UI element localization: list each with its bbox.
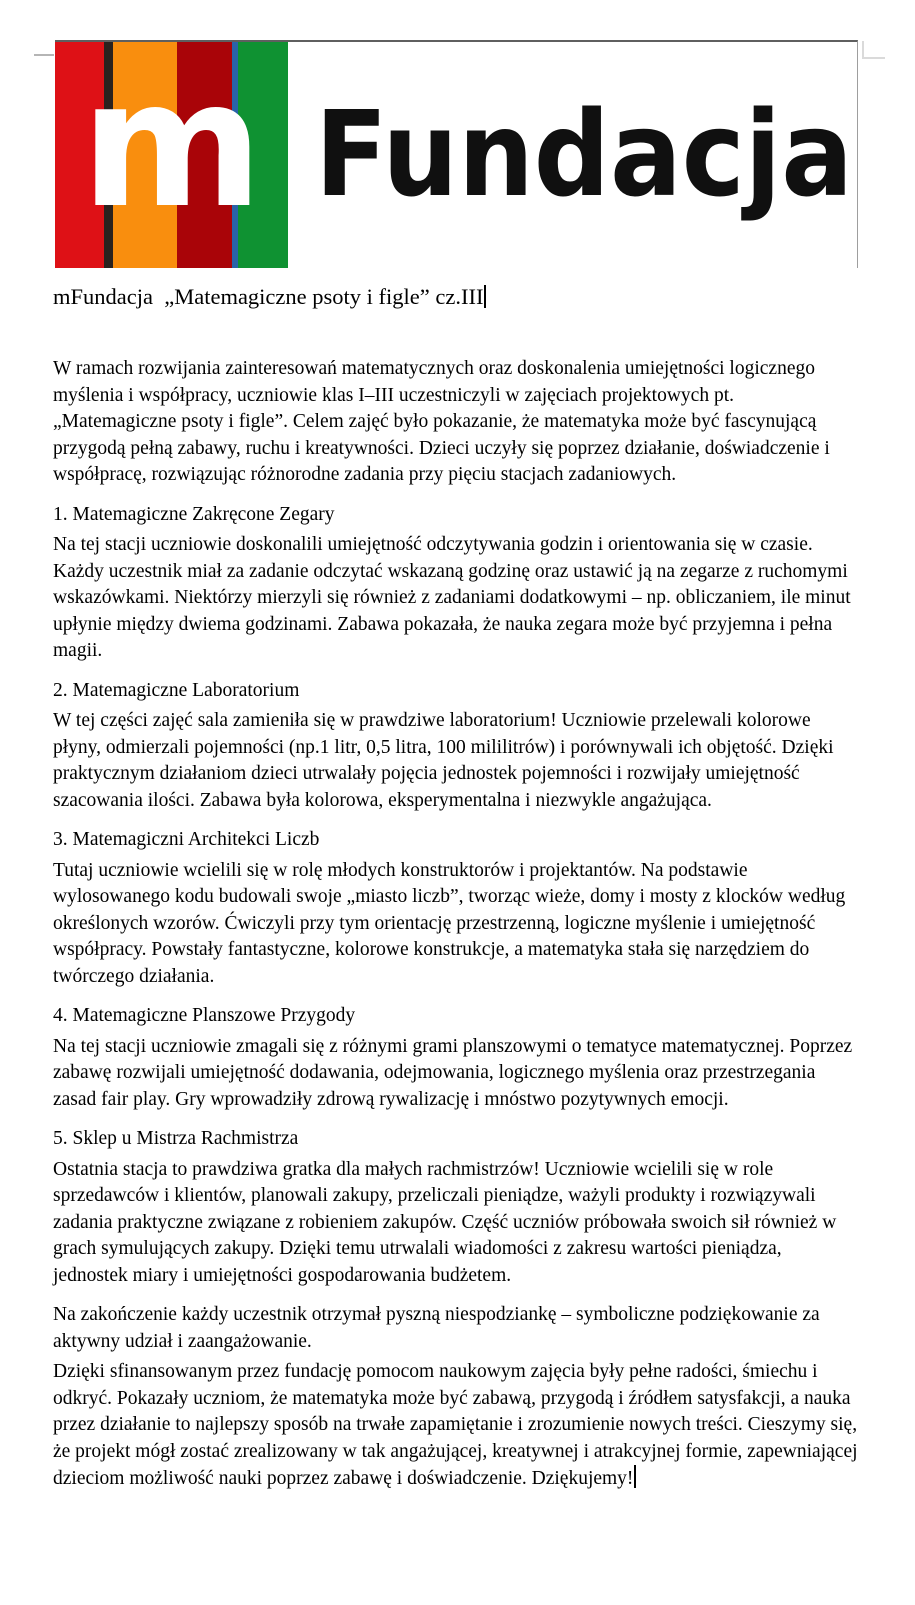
section-4 — [53, 1003, 859, 1113]
section-1 — [53, 502, 859, 665]
section-body: W tej części zajęć sala zamieniła się w prawdziwe laboratorium! Uczniowie przelewali kolorowe płyny, odmierzali pojemności (np.1 litr, 0,5 litra, 100 mililitrów) i porównywali ich objętość. Dzięki praktycznym działaniom dzieci utrwalały pojęcia jednostek pojemności i rozwijały umiejętność szacowania ilości. Zabawa była kolorowa, eksperymentalna i niezwykle angażująca. — [53, 710, 834, 811]
section-heading: 1. Matemagiczne Zakręcone Zegary — [53, 503, 335, 525]
closing-paragraph: Na zakończenie każdy uczestnik otrzymał pyszną niespodziankę – symboliczne podziękowanie za aktywny udział i zaangażowanie. — [53, 1304, 820, 1352]
text-cursor — [634, 1465, 636, 1488]
section-5 — [53, 1126, 859, 1289]
section-2 — [53, 678, 859, 815]
page-title — [53, 282, 859, 312]
section-3 — [53, 827, 859, 990]
section-body: Tutaj uczniowie wcielili się w rolę młodych konstruktorów i projektantów. Na podstawie wylosowanego kodu budowali swoje „miasto liczb”, tworząc wieże, domy i mosty z klocków według określonych wzorów. Ćwiczyli przy tym orientację przestrzenną, logiczne myślenie i umiejętność współpracy. Powstały fantastyczne, kolorowe konstrukcje, a matematyka stała się narzędziem do twórczego działania. — [53, 859, 846, 987]
final-paragraph-text: Dzięki sfinansowanym przez fundację pomocom naukowym zajęcia były pełne radości, śmiechu i odkryć. Pokazały uczniom, że matematyka może być zabawą, przygodą i źródłem satysfakcji, a nauka przez działanie to najlepszy sposób na trwałe zapamiętanie i zrozumienie nowych treści. Cieszymy się, że projekt mógł zostać zrealizowany w tak angażującej, kreatywnej i atrakcyjnej formie, zapewniającej dzieciom możliwość nauki poprzez zabawę i doświadczenie. Dziękujemy! — [53, 1361, 858, 1489]
section-body: Ostatnia stacja to prawdziwa gratka dla małych rachmistrzów! Uczniowie wcielili się w role sprzedawców i klientów, planowali zakupy, przeliczali pieniądze, ważyli produkty i rozwiązywali zadania praktyczne związane z robieniem zakupów. Część uczniów próbowała swoich sił również w grach symulujących zakupy. Dzięki temu utrwalali wiadomości z zakresu wartości pieniądza, jednostek miary i umiejętności gospodarowania budżetem. — [53, 1158, 837, 1286]
final-paragraph — [53, 1359, 859, 1493]
section-body: Na tej stacji uczniowie doskonalili umiejętność odczytywania godzin i orientowania się w czasie. Każdy uczestnik miał za zadanie odczytać wskazaną godzinę oraz ustawić ją na zegarze z ruchomymi wskazówkami. Niektórzy mierzyli się również z zadaniami dodatkowymi – np. obliczaniem, ile minut upłynie między dwiema godzinami. Zabawa pokazała, że nauka zegara może być przyjemna i pełna magii. — [53, 534, 851, 661]
section-heading: 4. Matemagiczne Planszowe Przygody — [53, 1005, 356, 1026]
page-title-text: mFundacja „Matemagiczne psoty i figle” cz.III — [53, 284, 484, 309]
svg-text:Fundacja: Fundacja — [315, 85, 853, 223]
title-text-cursor — [484, 285, 486, 308]
svg-text:m: m — [80, 44, 264, 247]
section-heading: 2. Matemagiczne Laboratorium — [53, 679, 300, 701]
section-heading: 5. Sklep u Mistrza Rachmistrza — [53, 1128, 299, 1149]
intro-paragraph: W ramach rozwijania zainteresowań matematycznych oraz doskonalenia umiejętności logicznego myślenia i współpracy, uczniowie klas I–III uczestniczyli w zajęciach projektowych pt. „Matemagiczne psoty i figle”. Celem zajęć było pokazanie, że matematyka może być fascynującą przygodą pełną zabawy, ruchu i kreatywności. Dzieci uczyły się poprzez działanie, doświadczenie i współpracę, rozwiązując różnorodne zadania przy pięciu stacjach zadaniowych. — [53, 358, 830, 485]
section-heading: 3. Matemagiczni Architekci Liczb — [53, 829, 320, 850]
section-body: Na tej stacji uczniowie zmagali się z różnymi grami planszowymi o tematyce matematycznej. Poprzez zabawę rozwijali umiejętność dodawania, odejmowania, logicznego myślenia oraz przestrzegania zasad fair play. Gry wprowadziły zdrową rywalizację i mnóstwo pozytywnych emocji. — [53, 1035, 853, 1110]
